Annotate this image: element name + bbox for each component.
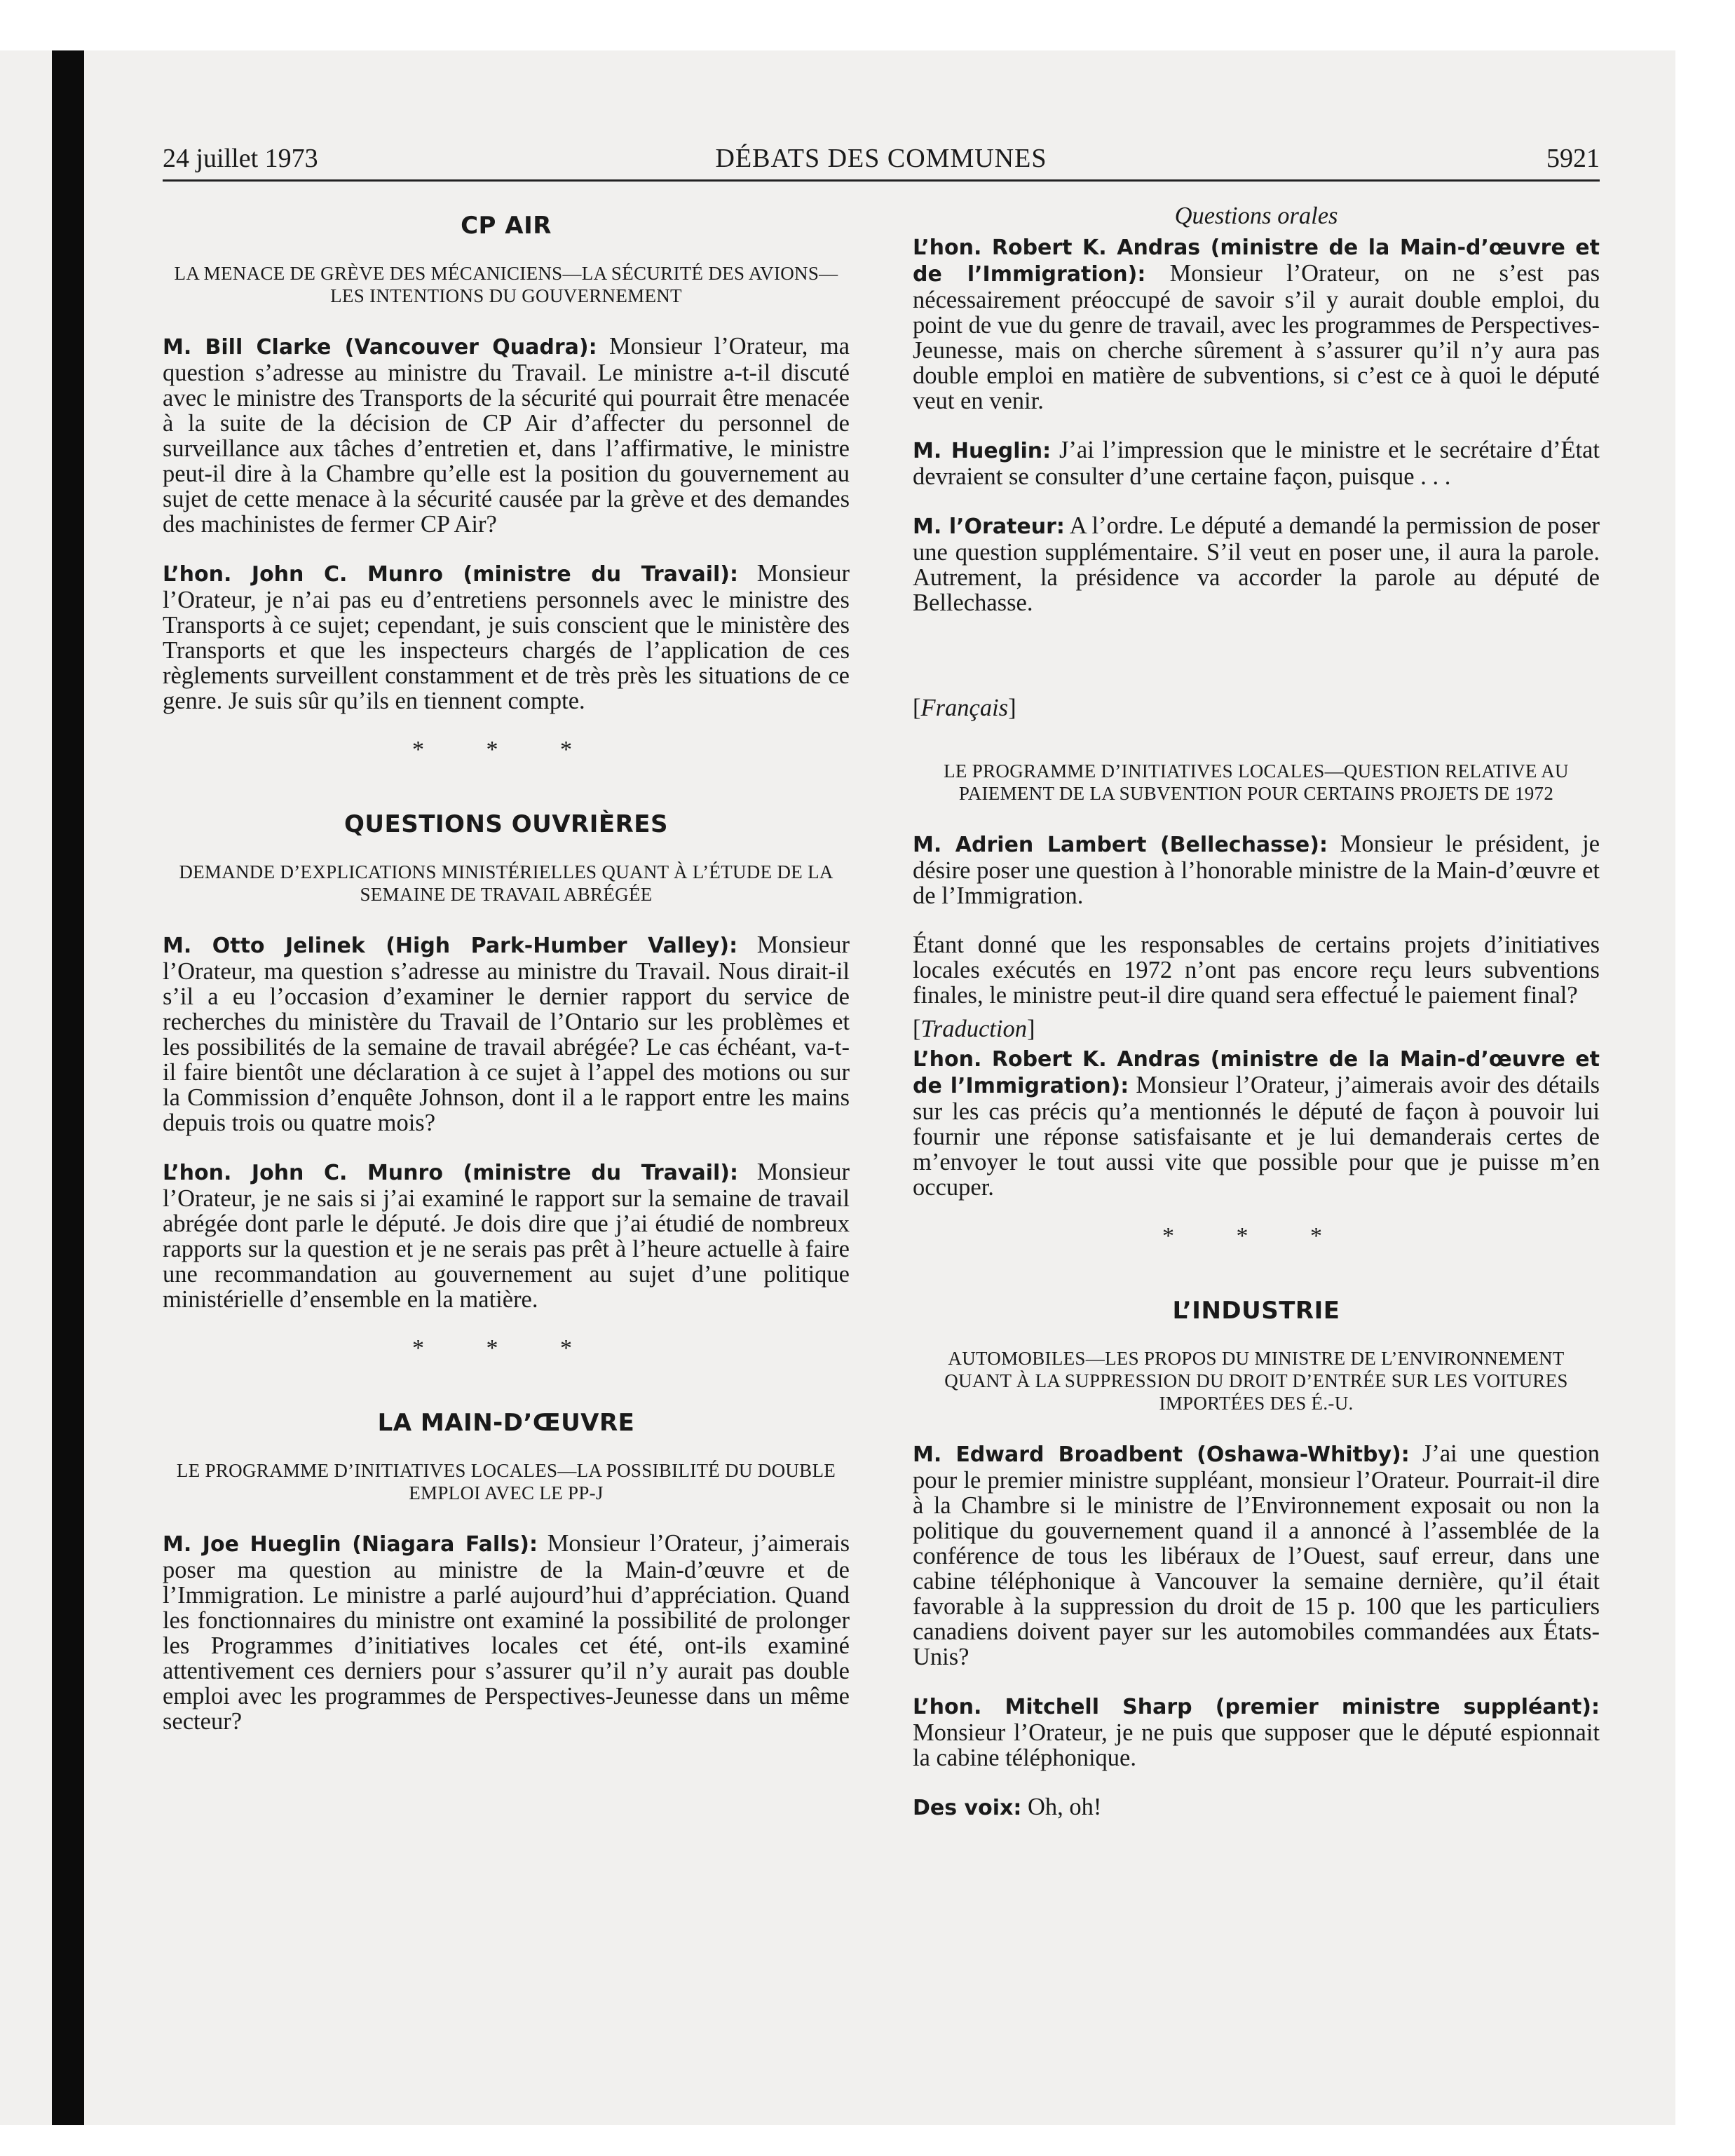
- speech-text: Monsieur l’Orateur, je ne sais si j’ai examiné le rapport sur la semaine de travail abrégée dont parle le député. Je dois dire que j’ai étudié de nombreux rapports sur la question et je ne serais pas prêt à l’heure actuelle à faire une recommandation au gouvernement au sujet d’une politique ministérielle d’ensemble en la matière.: [163, 1159, 850, 1313]
- language-tag-francais: [Français]: [913, 695, 1016, 721]
- hansard-page: [163, 140, 1600, 2103]
- section-heading-questions-ouvrieres: QUESTIONS OUVRIÈRES: [343, 810, 669, 838]
- speaker-name: L’hon. Mitchell Sharp (premier ministre suppléant):: [913, 1695, 1600, 1719]
- paragraph-lambert: [913, 831, 1600, 908]
- running-header: [163, 140, 1600, 182]
- paragraph-hueglin-2: [913, 437, 1600, 489]
- paragraph-des-voix: [913, 1794, 1600, 1821]
- section-heading-industrie: L’INDUSTRIE: [1172, 1297, 1340, 1325]
- subheading-cp-air: LA MENACE DE GRÈVE DES MÉCANICIENS—LA SÉCURITÉ DES AVIONS—LES INTENTIONS DU GOUVERNEMENT: [174, 263, 838, 306]
- speaker-name: M. l’Orateur:: [913, 514, 1065, 539]
- scan-binding-edge: [52, 50, 84, 2125]
- speech-text: Monsieur l’Orateur, ma question s’adresse au ministre du Travail. Nous dirait-il s’il a eu l’occasion d’examiner le dernier rapport du service de recherches du ministère du Travail de l’Ontario sur les problèmes et les possibilités de la semaine de travail abrégée? Le cas échéant, va-t-il faire bientôt une déclaration à ce sujet à l’appel des motions ou sur la Commission d’enquête Johnson, dont il a le rapport entre les mains depuis trois ou quatre mois?: [163, 932, 850, 1136]
- running-section-label: Questions orales: [1174, 203, 1338, 229]
- speaker-name: M. Edward Broadbent (Oshawa-Whitby):: [913, 1442, 1410, 1467]
- paragraph-clarke: [163, 334, 850, 537]
- paragraph-hueglin-1: [163, 1531, 850, 1734]
- speech-text: Monsieur l’Orateur, je ne puis que supposer que le député espionnait la cabine téléphonique.: [913, 1719, 1600, 1771]
- paragraph-broadbent: [913, 1441, 1600, 1670]
- header-date: 24 juillet 1973: [163, 144, 318, 173]
- speaker-name: L’hon. John C. Munro (ministre du Travail):: [163, 1161, 738, 1185]
- subheading-questions-ouvrieres: DEMANDE D’EXPLICATIONS MINISTÉRIELLES QUANT À L’ÉTUDE DE LA SEMAINE DE TRAVAIL ABRÉGÉE: [179, 861, 834, 905]
- page-number: 5921: [1546, 144, 1600, 173]
- speaker-name: L’hon. Robert K. Andras (ministre de la Main-d’œuvre et de l’Immigration):: [913, 1047, 1600, 1098]
- speech-text: Monsieur l’Orateur, j’aimerais poser ma question au ministre de la Main-d’œuvre et de l’Immigration. Le ministre a parlé aujourd’hui d’appréciation. Quand les fonctionnaires du ministre ont examiné la possibilité de prolonger les Programmes d’initiatives locales cet été, ont-ils examiné attentivement ces derniers pour s’assurer qu’il n’y aurait pas double emploi avec les programmes de Perspectives-Jeunesse dans un même secteur?: [163, 1530, 850, 1735]
- journal-title: DÉBATS DES COMMUNES: [715, 144, 1047, 173]
- paragraph-andras-1: [913, 234, 1600, 414]
- paragraph-andras-2: [913, 1046, 1600, 1200]
- speaker-name: L’hon. John C. Munro (ministre du Travail):: [163, 562, 738, 587]
- subheading-industrie: AUTOMOBILES—LES PROPOS DU MINISTRE DE L’ENVIRONNEMENT QUANT À LA SUPPRESSION DU DROIT D’ENTRÉE SUR LES VOITURES IMPORTÉES DES É.-U.: [944, 1348, 1568, 1414]
- speech-text: Monsieur l’Orateur, je n’ai pas eu d’entretiens personnels avec le ministre des Transports à ce sujet; cependant, je suis conscient que le ministère des Transports et que les inspecteurs chargés de l’application de ces règlements surveillent constamment et de très près les situations de ce genre. Je suis sûr qu’ils en tiennent compte.: [163, 560, 850, 714]
- speaker-name: L’hon. Robert K. Andras (ministre de la Main-d’œuvre et de l’Immigration):: [913, 236, 1600, 287]
- speaker-name: M. Adrien Lambert (Bellechasse):: [913, 833, 1328, 857]
- speaker-name: M. Hueglin:: [913, 439, 1052, 463]
- paragraph-jelinek: [163, 932, 850, 1135]
- right-column: [913, 203, 1600, 1845]
- section-heading-main-oeuvre: LA MAIN-D’ŒUVRE: [377, 1409, 635, 1437]
- section-heading-cp-air: CP AIR: [461, 212, 552, 240]
- paragraph-orateur: [913, 513, 1600, 615]
- speaker-name: Des voix:: [913, 1796, 1022, 1820]
- speech-text: J’ai une question pour le premier ministre suppléant, monsieur l’Orateur. Pourrait-il dire à la Chambre si le ministre de l’Environnement exposait ou non la politique du gouvernement quand il a annoncé à l’assemblée de la conférence de tous les libéraux de l’Ouest, sauf erreur, dans une cabine téléphonique à Vancouver la semaine dernière, qu’il était favorable à la suppression du droit de 15 p. 100 que les particuliers canadiens doivent payer sur les automobiles commandées aux États-Unis?: [913, 1440, 1600, 1670]
- section-separator: * * *: [1162, 1223, 1350, 1249]
- speech-text: Monsieur l’Orateur, ma question s’adresse au ministre du Travail. Le ministre a-t-il discuté avec le ministre des Transports de la sécurité qui pourrait être menacée à la suite de la décision de CP Air d’affecter du personnel de surveillance aux tâches d’entretien et, dans l’affirmative, le ministre peut-il dire à la Chambre qu’elle est la position du gouvernement au sujet de cette menace à la sécurité causée par la grève et des demandes des machinistes de fermer CP Air?: [163, 333, 850, 538]
- left-column: [163, 207, 850, 1758]
- speaker-name: M. Joe Hueglin (Niagara Falls):: [163, 1532, 538, 1557]
- section-separator: * * *: [412, 737, 600, 763]
- speaker-name: M. Otto Jelinek (High Park-Humber Valley):: [163, 934, 738, 958]
- speech-text: Monsieur l’Orateur, on ne s’est pas nécessairement préoccupé de savoir s’il y aurait double emploi, du point de vue du genre de travail, avec les programmes de Perspectives-Jeunesse, mais on cherche sûrement à s’assurer qu’il n’y aura pas double emploi en matière de subventions, si c’est ce à quoi le député veut en venir.: [913, 260, 1600, 414]
- language-tag-traduction: [Traduction]: [913, 1016, 1035, 1042]
- section-separator: * * *: [412, 1335, 600, 1361]
- subheading-main-oeuvre: LE PROGRAMME D’INITIATIVES LOCALES—LA POSSIBILITÉ DU DOUBLE EMPLOI AVEC LE PP-J: [176, 1460, 836, 1503]
- paragraph-munro-1: [163, 561, 850, 714]
- speech-text: A l’ordre. Le député a demandé la permission de poser une question supplémentaire. S’il veut en poser une, il aura la parole. Autrement, la présidence va accorder la parole au député de Bellechasse.: [913, 512, 1600, 616]
- paragraph-sharp: [913, 1693, 1600, 1770]
- speech-text: Oh, oh!: [1021, 1794, 1102, 1820]
- speaker-name: M. Bill Clarke (Vancouver Quadra):: [163, 335, 597, 360]
- speech-text: J’ai l’impression que le ministre et le secrétaire d’État devraient se consulter d’une certaine façon, puisque . . .: [913, 437, 1600, 490]
- subheading-pil: LE PROGRAMME D’INITIATIVES LOCALES—QUESTION RELATIVE AU PAIEMENT DE LA SUBVENTION POUR CERTAINS PROJETS DE 1972: [944, 760, 1569, 804]
- speech-text: Monsieur l’Orateur, j’aimerais avoir des détails sur les cas précis qu’a mentionnés le député de façon à pouvoir lui fournir une réponse satisfaisante et je lui demanderais certes de m’envoyer le tout aussi vite que possible pour que je puisse m’en occuper.: [913, 1072, 1600, 1201]
- speech-text: Monsieur le président, je désire poser une question à l’honorable ministre de la Main-d’œuvre et de l’Immigration.: [913, 831, 1600, 909]
- paragraph-munro-2: [163, 1159, 850, 1312]
- paragraph-lambert-2: Étant donné que les responsables de certains projets d’initiatives locales exécutés en 1972 n’ont pas encore reçu leurs subventions finales, le ministre peut-il dire quand sera effectué le paiement final?: [913, 932, 1600, 1009]
